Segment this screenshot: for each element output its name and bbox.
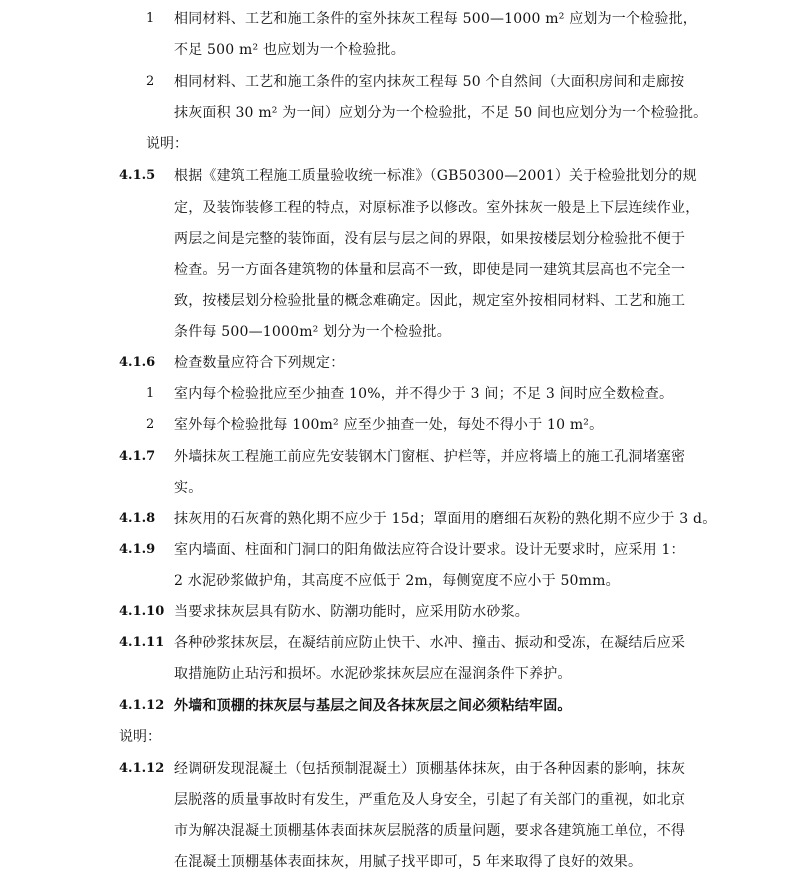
clause-number: 4.1.6: [119, 355, 156, 370]
paragraph-line: 室外每个检验批每 100m² 应至少抽查一处，每处不得小于 10 m²。: [174, 417, 604, 433]
paragraph-line: 取措施防止玷污和损坏。水泥砂浆抹灰层应在湿润条件下养护。: [174, 666, 572, 682]
clause: [0, 759, 793, 779]
clause-line: [0, 664, 793, 684]
paragraph-line: 条件每 500—1000m² 划分为一个检验批。: [174, 324, 451, 340]
mandatory-clause-text: 外墙和顶棚的抹灰层与基层之间及各抹灰层之间必须粘结牢固。: [174, 698, 572, 714]
paragraph-line: 两层之间是完整的装饰面，没有层与层之间的界限，如果按楼层划分检验批不便于: [174, 231, 686, 247]
paragraph-line: 层脱落的质量事故时有发生，严重危及人身安全，引起了有关部门的重视，如北京: [174, 792, 686, 808]
paragraph-line: 外墙抹灰工程施工前应先安装钢木门窗框、护栏等，并应将墙上的施工孔洞堵塞密: [174, 449, 686, 465]
paragraph-line: 2 水泥砂浆做护角，其高度不应低于 2m，每侧宽度不应小于 50mm。: [174, 573, 620, 589]
clause-number: 4.1.11: [119, 635, 165, 650]
paragraph-line: 检查。另一方面各建筑物的体量和层高不一致，即使是同一建筑其层高也不完全一: [174, 262, 686, 278]
clause-line: [0, 229, 793, 249]
paragraph-line: 相同材料、工艺和施工条件的室内抹灰工程每 50 个自然间（大面积房间和走廊按: [174, 74, 685, 90]
paragraph-line: 市为解决混凝土顶棚基体表面抹灰层脱落的质量问题，要求各建筑施工单位，不得: [174, 823, 686, 839]
note-label-text: 说明：: [146, 136, 188, 152]
clause-number: 4.1.9: [119, 542, 156, 557]
clause: [0, 166, 793, 186]
clause-line: [0, 478, 793, 498]
subitem-number: 2: [146, 74, 155, 89]
paragraph-line: 实。: [174, 480, 203, 496]
paragraph-line: 抹灰面积 30 m² 为一间）应划分为一个检验批，不足 50 间也应划分为一个检验批。: [174, 105, 708, 121]
list-item: [0, 9, 793, 29]
list-item: [0, 103, 793, 123]
clause-number: 4.1.5: [119, 168, 156, 183]
subitem-number: 1: [146, 11, 155, 26]
clause-number: 4.1.7: [119, 449, 156, 464]
clause: [0, 509, 793, 529]
note-label-text: 说明：: [119, 729, 161, 745]
paragraph-line: 在混凝土顶棚基体表面抹灰，用腻子找平即可，5 年来取得了良好的效果。: [174, 854, 643, 870]
clause-line: [0, 821, 793, 841]
clause-line: [0, 291, 793, 311]
paragraph-line: 根据《建筑工程施工质量验收统一标准》（GB50300—2001）关于检验批划分的规: [174, 168, 697, 184]
paragraph-line: 当要求抹灰层具有防水、防潮功能时，应采用防水砂浆。: [174, 604, 529, 620]
paragraph-line: 致，按楼层划分检验批量的概念难确定。因此，规定室外按相同材料、工艺和施工: [174, 293, 686, 309]
clause-line: [0, 790, 793, 810]
list-item: [0, 72, 793, 92]
list-item: [0, 384, 793, 404]
paragraph-line: 定，及装饰装修工程的特点，对原标准予以修改。室外抹灰一般是上下层连续作业，: [174, 200, 700, 216]
subitem-number: 1: [146, 386, 155, 401]
subitem-number: 2: [146, 417, 155, 432]
clause: [0, 353, 793, 373]
clause-number: 4.1.8: [119, 511, 156, 526]
clause-line: [0, 571, 793, 591]
paragraph-line: 室内每个检验批应至少抽查 10%，并不得少于 3 间；不足 3 间时应全数检查。: [174, 386, 674, 402]
note-label: [0, 727, 793, 747]
paragraph-line: 检查数量应符合下列规定：: [174, 355, 345, 371]
clause: [0, 602, 793, 622]
clause-line: [0, 852, 793, 872]
list-item: [0, 415, 793, 435]
clause-line: [0, 260, 793, 280]
clause-number: 4.1.10: [119, 604, 165, 619]
clause: [0, 447, 793, 467]
clause: [0, 540, 793, 560]
paragraph-line: 不足 500 m² 也应划为一个检验批。: [174, 42, 405, 58]
clause-number: 4.1.12: [119, 761, 165, 776]
clause: [0, 633, 793, 653]
clause-line: [0, 322, 793, 342]
clause-number: 4.1.12: [119, 698, 165, 713]
paragraph-line: 室内墙面、柱面和门洞口的阳角做法应符合设计要求。设计无要求时，应采用 1：: [174, 542, 685, 558]
paragraph-line: 各种砂浆抹灰层，在凝结前应防止快干、水冲、撞击、振动和受冻，在凝结后应采: [174, 635, 686, 651]
paragraph-line: 相同材料、工艺和施工条件的室外抹灰工程每 500—1000 m² 应划为一个检验批，: [174, 11, 697, 27]
clause-line: [0, 198, 793, 218]
list-item: [0, 40, 793, 60]
paragraph-line: 经调研发现混凝土（包括预制混凝土）顶棚基体抹灰，由于各种因素的影响，抹灰: [174, 761, 686, 777]
note-label: [0, 134, 793, 154]
clause: [0, 696, 793, 716]
paragraph-line: 抹灰用的石灰膏的熟化期不应少于 15d；罩面用的磨细石灰粉的熟化期不应少于 3 d。: [174, 511, 717, 527]
